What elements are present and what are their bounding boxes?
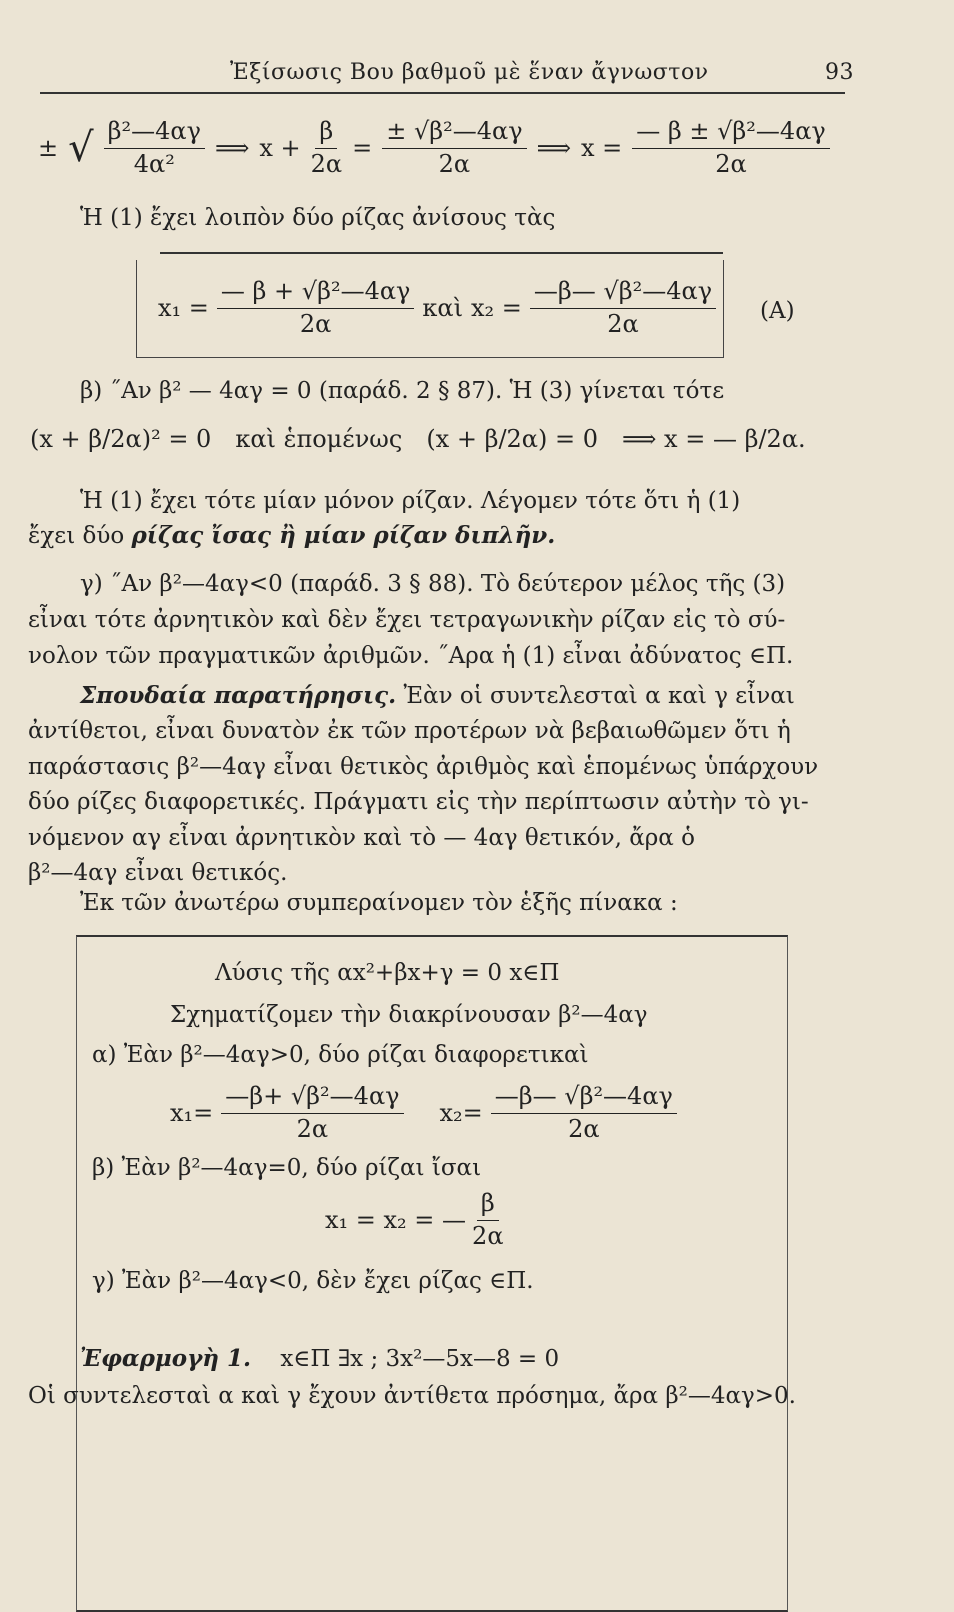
summary-intro: Ἐκ τῶν ἀνωτέρω συμπεραίνομεν τὸν ἑξῆς πίνακα : xyxy=(80,890,678,916)
paragraph-line: εἶναι τότε ἀρνητικὸν καὶ δὲν ἔχει τετραγωνικὴν ρίζαν εἰς τὸ σύ- xyxy=(28,607,786,633)
paragraph-line: ἀντίθετοι, εἶναι δυνατὸν ἐκ τῶν προτέρων νὰ βεβαιωθῶμεν ὅτι ἡ xyxy=(28,718,791,744)
case-b-line: β) ˝Αν β² — 4αγ = 0 (παράδ. 2 § 87). Ἡ (3) γίνεται τότε xyxy=(80,378,725,404)
paragraph-line: ἔχει δύο ρίζας ἴσας ἢ μίαν ρίζαν διπλῆν. xyxy=(28,522,556,549)
paragraph-line: β²—4αγ εἶναι θετικός. xyxy=(28,860,288,886)
formula-label: (A) xyxy=(760,298,795,324)
application-text: Οἱ συντελεσταὶ α καὶ γ ἔχουν ἀντίθετα πρόσημα, ἄρα β²—4αγ>0. xyxy=(28,1383,796,1409)
table-case-a: α) Ἐὰν β²—4αγ>0, δύο ρίζαι διαφορετικαὶ xyxy=(92,1042,589,1068)
root-fraction: $\frac{\text{β²—4αγ}}{\text{4α²}}$ xyxy=(104,118,205,178)
header-rule xyxy=(40,92,845,94)
paragraph-line: Ἡ (1) ἔχει τότε μίαν μόνον ρίζαν. Λέγομεν τότε ὅτι ἡ (1) xyxy=(80,488,741,514)
table-double-root: x₁ = x₂ = — $\frac{\beta}{2\alpha}$ xyxy=(325,1189,504,1250)
case-g-line: γ) ˝Αν β²—4αγ<0 (παράδ. 3 § 88). Τὸ δεύτερον μέλος τῆς (3) xyxy=(80,571,786,597)
paragraph-line: δύο ρίζες διαφορετικές. Πράγματι εἰς τὴν περίπτωσιν αὐτὴν τὸ γι- xyxy=(28,789,809,815)
box-top-rule xyxy=(160,252,723,254)
table-roots-formula: x₁= $\frac{\text{—β+ √β²—4αγ}}{2\alpha}$ x₂= $\frac{\text{—β— √β²—4αγ}}{2\alpha}$ xyxy=(170,1083,677,1143)
roots-formula: x₁ = $\frac{\text{— β + √β²—4αγ}}{2\alpha}$ καὶ x₂ = $\frac{\text{—β— √β²—4αγ}}{2\alpha}$ xyxy=(158,278,716,338)
paragraph-line: νόμενον αγ εἶναι ἀρνητικὸν καὶ τὸ — 4αγ θετικόν, ἄρα ὁ xyxy=(28,825,695,851)
derivation-equation: ± √ $\frac{\text{β²—4αγ}}{\text{4α²}}$ ⟹ x + $\frac{\beta}{2\alpha}$ = $\frac{\text{± √β²—4αγ}}{2\alpha}$ ⟹ x = $\frac{\text{— β ± √β²—4αγ}}{2\alpha}$ xyxy=(38,118,830,178)
table-case-b: β) Ἐὰν β²—4αγ=0, δύο ρίζαι ἴσαι xyxy=(92,1155,482,1181)
case-b-equations: (x + β/2α)² = 0 καὶ ἑπομένως (x + β/2α) = 0 ⟹ x = — β/2α. xyxy=(30,425,806,453)
running-header: Ἐξίσωσις Βου βαθμοῦ μὲ ἕναν ἄγνωστον xyxy=(230,60,709,85)
radical-sign: √ xyxy=(68,125,94,172)
paragraph-line: Ἡ (1) ἔχει λοιπὸν δύο ρίζας ἀνίσους τὰς xyxy=(80,205,556,231)
table-case-g: γ) Ἐὰν β²—4αγ<0, δὲν ἔχει ρίζας ∈Π. xyxy=(92,1268,534,1294)
table-subtitle: Σχηματίζομεν τὴν διακρίνουσαν β²—4αγ xyxy=(170,1002,648,1028)
page-number: 93 xyxy=(825,60,854,85)
paragraph-line: παράστασις β²—4αγ εἶναι θετικὸς ἀριθμὸς καὶ ἑπομένως ὑπάρχουν xyxy=(28,754,819,780)
application-heading: Ἐφαρμογὴ 1. x∈Π ∃x ; 3x²—5x—8 = 0 xyxy=(80,1345,560,1372)
table-title: Λύσις τῆς αx²+βx+γ = 0 x∈Π xyxy=(215,960,560,986)
note-heading-line: Σπουδαία παρατήρησις. Ἐὰν οἱ συντελεσταὶ α καὶ γ εἶναι xyxy=(80,682,795,709)
paragraph-line: νολον τῶν πραγματικῶν ἀριθμῶν. ˝Αρα ἡ (1) εἶναι ἀδύνατος ∈Π. xyxy=(28,643,794,669)
plus-minus: ± xyxy=(38,134,59,163)
